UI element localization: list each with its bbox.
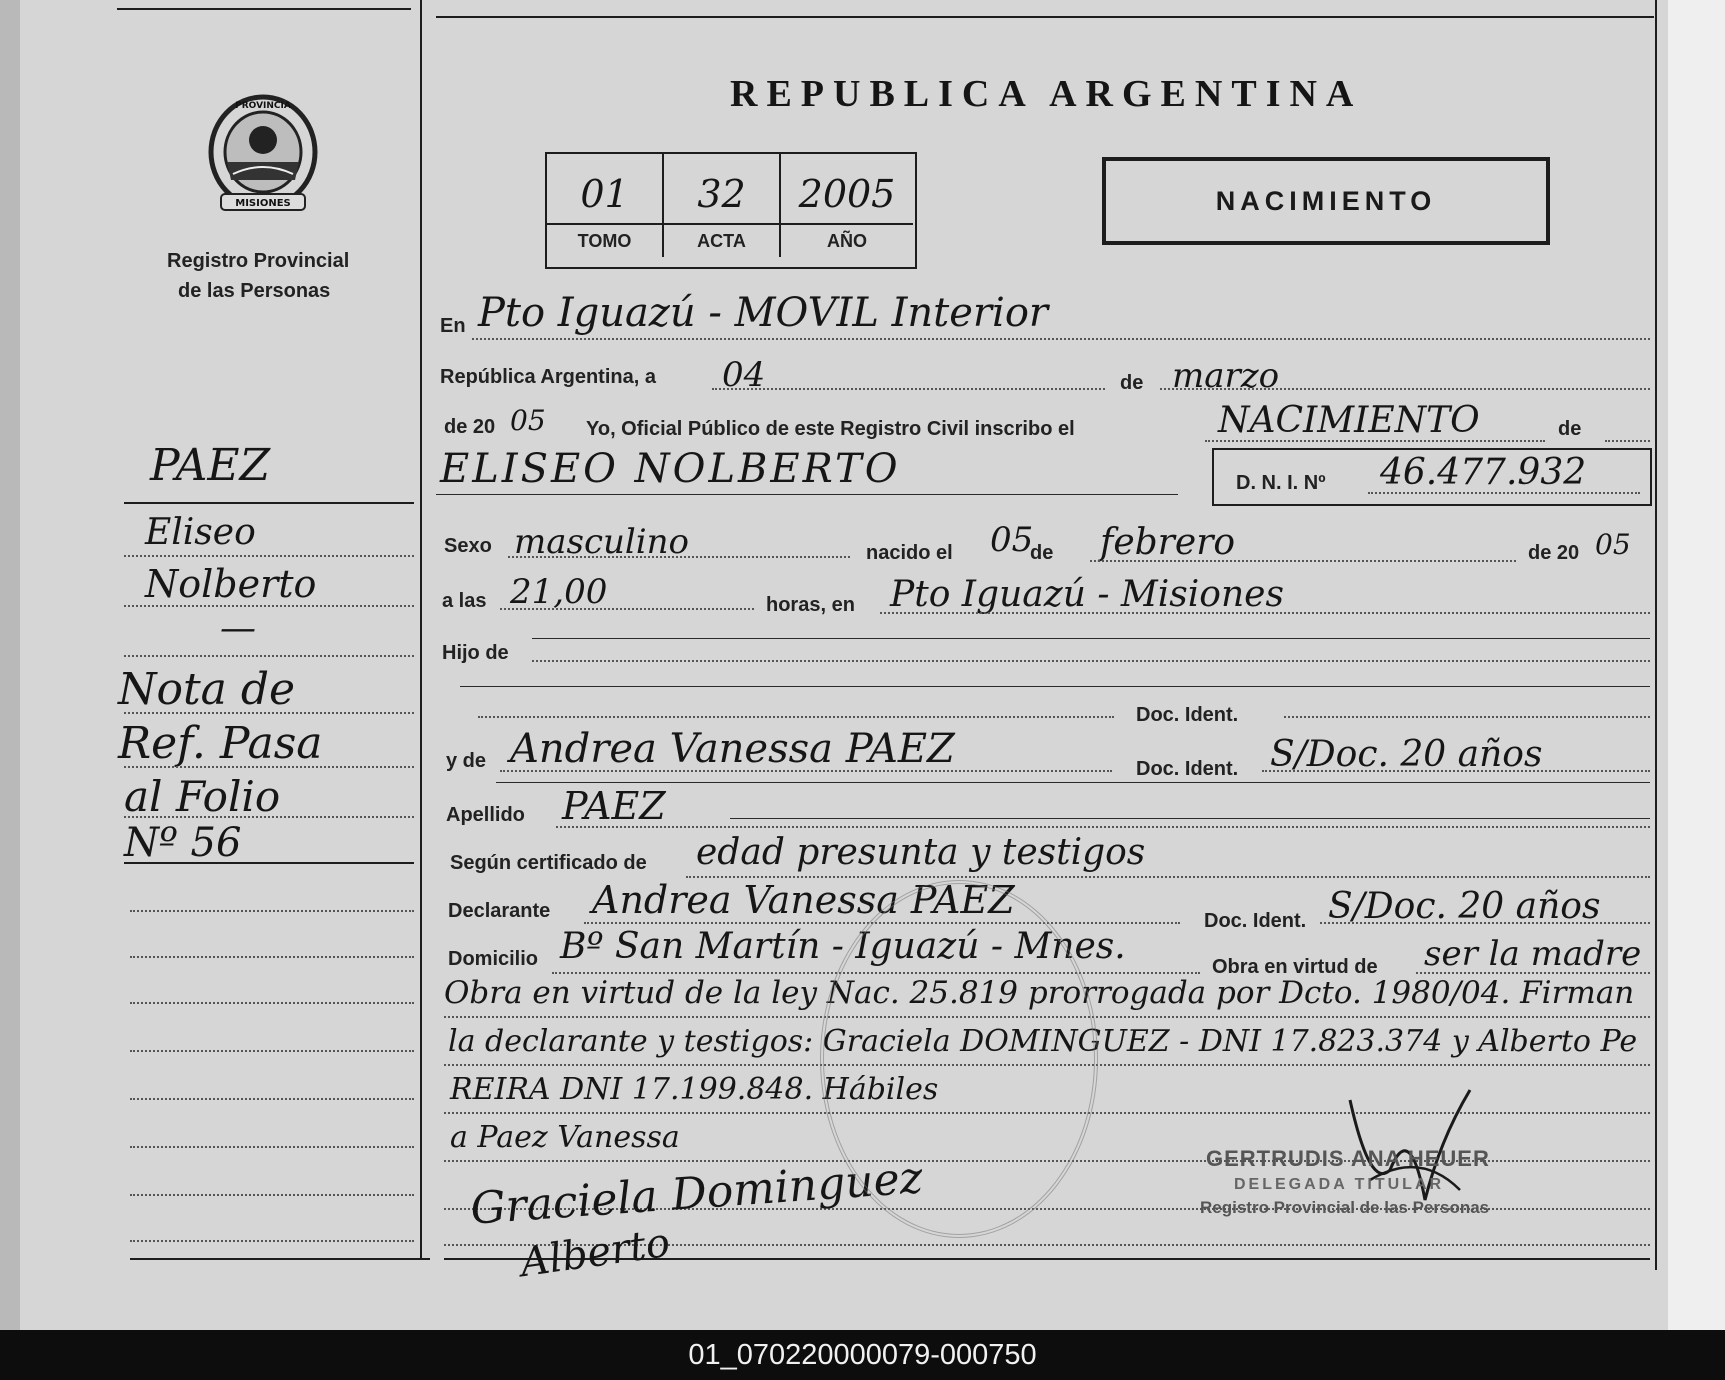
tomo-cell: [547, 154, 664, 257]
father-line: [478, 716, 1114, 718]
de3-label: de: [1030, 542, 1054, 564]
day-line: [712, 388, 1105, 390]
tomo-label: TOMO: [547, 223, 662, 257]
margin-dots: [124, 712, 414, 714]
seal-text-bottom: MISIONES: [235, 198, 291, 209]
mother-line: [500, 770, 1112, 772]
inscribo-value: NACIMIENTO: [1218, 400, 1480, 441]
sexo-line: [508, 556, 850, 558]
margin-dots: [130, 1146, 414, 1148]
name-line: [436, 494, 1178, 495]
margin-note-line4: Nº 56: [124, 820, 242, 866]
day-value: 04: [722, 355, 766, 395]
official-name: GERTRUDIS ANA HEUER: [1206, 1146, 1490, 1171]
acta-cell: [664, 154, 781, 257]
apellido-line: [556, 826, 1650, 828]
month-value: marzo: [1172, 356, 1280, 396]
signature-witness-1: Graciela Dominguez: [468, 1152, 925, 1235]
dni-value: 46.477.932: [1380, 452, 1587, 493]
hijo-label: Hijo de: [442, 642, 509, 664]
dni-line: [1368, 492, 1640, 494]
margin-dots: [130, 1098, 414, 1100]
scan-footer-id: 01_070220000079-000750: [0, 1330, 1725, 1380]
notes-line4: a Paez Vanessa: [450, 1120, 680, 1155]
top-rule-left: [117, 8, 411, 10]
obra-label: Obra en virtud de: [1212, 956, 1378, 978]
declarante-doc-line: [1320, 922, 1650, 924]
republica-label: República Argentina, a: [440, 366, 656, 388]
margin-dash: —: [220, 608, 256, 649]
alas-label: a las: [442, 590, 487, 612]
record-type-badge: NACIMIENTO: [1102, 157, 1550, 245]
mother-doc: S/Doc. 20 años: [1270, 734, 1543, 775]
hijo-line: [532, 660, 1650, 662]
scan-right-edge: [1668, 0, 1725, 1330]
mother-name: Andrea Vanessa PAEZ: [510, 726, 955, 772]
obra-value: ser la madre: [1424, 934, 1642, 974]
margin-dots: [124, 766, 414, 768]
obra-line: [1416, 972, 1650, 974]
inscribo-line: [1205, 440, 1545, 442]
de20-label: de 20: [1528, 542, 1580, 564]
reference-box: [545, 152, 917, 269]
oficial-text: Yo, Oficial Público de este Registro Civil inscribo el: [586, 418, 1075, 440]
month-line: [1160, 388, 1650, 390]
hour-value: 21,00: [510, 572, 608, 612]
yde-label: y de: [446, 750, 487, 772]
margin-dots: [130, 1050, 414, 1052]
acta-label: ACTA: [664, 223, 779, 257]
margin-dots: [130, 1240, 414, 1242]
sexo-value: masculino: [514, 522, 690, 562]
top-rule-right: [436, 16, 1654, 18]
margin-dots: [130, 956, 414, 958]
ano-label: AÑO: [781, 223, 913, 257]
segun-label: Según certificado de: [450, 852, 647, 874]
declarante-doc: S/Doc. 20 años: [1328, 886, 1601, 927]
notes-line1: Obra en virtud de la ley Nac. 25.819 prorrogada por Dcto. 1980/04. Firman: [444, 975, 1635, 1011]
hijo-line-upper: [532, 638, 1650, 639]
declarante-value: Andrea Vanessa PAEZ: [592, 878, 1015, 922]
de2-label: de: [1558, 418, 1582, 440]
apellido-value: PAEZ: [562, 784, 666, 828]
apellido-label: Apellido: [446, 804, 525, 826]
page-title: REPUBLICA ARGENTINA: [730, 73, 1363, 115]
acta-value: 32: [697, 172, 746, 216]
scan-left-edge: [0, 0, 20, 1330]
margin-first-name: Eliseo: [145, 512, 256, 553]
margin-dots: [124, 605, 414, 607]
mother-doc-label: Doc. Ident.: [1136, 758, 1239, 780]
provincial-seal-icon: [203, 90, 323, 220]
margin-surname: PAEZ: [150, 440, 271, 491]
ano-value: 2005: [798, 172, 896, 216]
en-line: [472, 338, 1650, 340]
mother-doc-line: [1262, 770, 1650, 772]
hour-line: [500, 608, 754, 610]
declarante-doc-label: Doc. Ident.: [1204, 910, 1307, 932]
apellido-rule: [730, 818, 1650, 819]
birth-year: 05: [1595, 528, 1631, 561]
father-doc-line: [1284, 716, 1650, 718]
right-border: [1655, 0, 1657, 1270]
de-label: de: [1120, 372, 1144, 394]
birth-month-line: [1090, 560, 1516, 562]
en-value: Pto Iguazú - MOVIL Interior: [478, 290, 1049, 336]
margin-dots: [130, 910, 414, 912]
margin-note-line3: al Folio: [124, 772, 281, 821]
hijo-line-lower: [460, 686, 1650, 687]
registry-name-line2: de las Personas: [178, 280, 331, 302]
birth-day: 05: [990, 520, 1034, 560]
dni-label: D. N. I. Nº: [1236, 472, 1326, 494]
ano-cell: [781, 154, 913, 257]
horas-label: horas, en: [766, 594, 855, 616]
place-value: Pto Iguazú - Misiones: [890, 574, 1284, 615]
nacido-label: nacido el: [866, 542, 953, 564]
notes-line2: la declarante y testigos: Graciela DOMINGUEZ - DNI 17.823.374 y Alberto Pe: [448, 1024, 1638, 1059]
year-prefix-label: de 20: [444, 416, 496, 438]
domicilio-value: Bº San Martín - Iguazú - Mnes.: [560, 926, 1126, 967]
margin-dots: [124, 816, 414, 818]
father-doc-label: Doc. Ident.: [1136, 704, 1239, 726]
sexo-label: Sexo: [444, 535, 492, 557]
birth-month: febrero: [1100, 522, 1236, 563]
registry-name-line1: Registro Provincial: [167, 250, 350, 272]
margin-dots: [130, 1194, 414, 1196]
margin-dots: [130, 1002, 414, 1004]
person-name: ELISEO NOLBERTO: [440, 446, 901, 492]
margin-note-line2: Ref. Pasa: [118, 718, 323, 769]
margin-note-line1: Nota de: [118, 664, 296, 715]
margin-rule: [130, 1258, 430, 1260]
year-value: 05: [510, 404, 546, 437]
official-stamp: [820, 880, 1098, 1238]
domicilio-label: Domicilio: [448, 948, 539, 970]
official-registry: Registro Provincial de las Personas: [1200, 1198, 1490, 1217]
segun-value: edad presunta y testigos: [696, 832, 1146, 873]
signature-witness-2: Alberto: [517, 1219, 673, 1287]
tomo-value: 01: [580, 172, 629, 216]
de2-line: [1605, 440, 1650, 442]
place-line: [880, 612, 1650, 614]
margin-middle-name: Nolberto: [145, 562, 317, 606]
mother-rule: [496, 782, 1650, 783]
en-label: En: [440, 315, 466, 337]
margin-rule: [124, 862, 414, 864]
declarante-label: Declarante: [448, 900, 551, 922]
column-divider: [420, 0, 422, 1260]
margin-rule: [124, 502, 414, 504]
margin-dots: [124, 555, 414, 557]
margin-dots: [124, 655, 414, 657]
seal-text-top: PROVINCIA: [235, 101, 291, 111]
official-role: DELEGADA TITULAR: [1234, 1176, 1445, 1193]
notes-line3: REIRA DNI 17.199.848. Hábiles: [450, 1072, 939, 1107]
